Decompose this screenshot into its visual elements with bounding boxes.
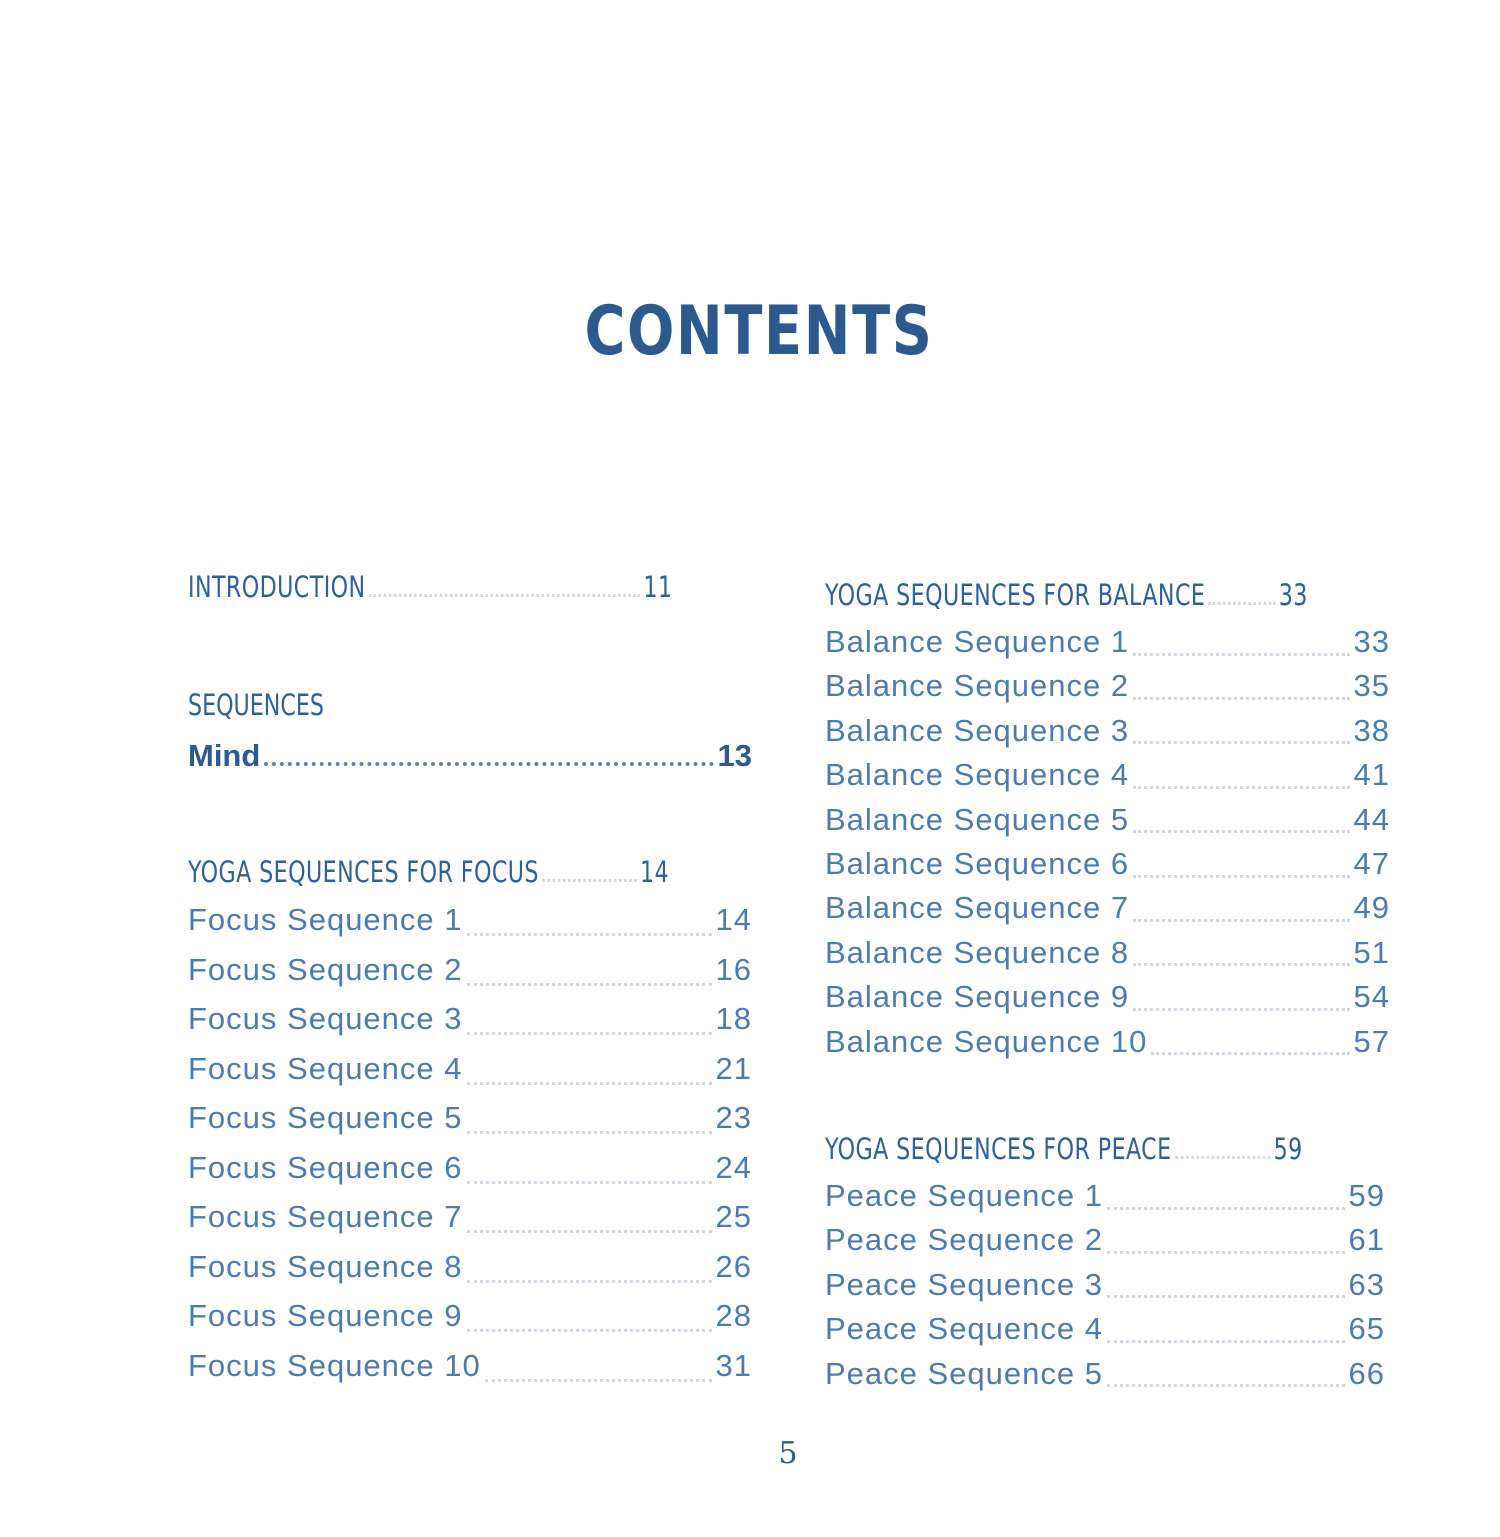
section-heading-sequences [188,688,348,722]
toc-entry-label: Balance Sequence 9 [825,979,1130,1015]
toc-entry-page: 23 [715,1100,752,1135]
toc-entry-label: Balance Sequence 5 [825,801,1130,837]
toc-entry-label: Balance Sequence 1 [825,624,1130,659]
toc-entry-label: Mind [188,738,261,773]
toc-entry-page: 18 [715,1001,752,1036]
toc-entry-page: 51 [1353,934,1390,970]
toc-entry-label: Focus Sequence 7 [188,1199,463,1234]
toc-entry-page: 33 [1278,578,1308,612]
toc-entry-page: 26 [715,1248,752,1284]
toc-entry-page: 54 [1353,979,1390,1015]
toc-entry-balance-2[interactable] [825,668,1390,712]
toc-entry-balance-9[interactable] [825,979,1390,1023]
toc-entry-label: Focus Sequence 5 [188,1100,463,1135]
dot-leader [1209,602,1276,605]
toc-entry-page: 66 [1348,1355,1385,1391]
dot-leader [1133,786,1349,789]
dot-leader [1133,741,1349,744]
dot-leader [1151,1052,1349,1055]
toc-entry-page: 14 [715,902,752,937]
toc-entry-focus-2[interactable] [188,952,752,1002]
toc-entry-label: Balance Sequence 7 [825,890,1130,926]
toc-entry-label: Focus Sequence 10 [188,1347,481,1383]
dot-leader [1133,1008,1349,1011]
toc-entry-focus-7[interactable] [188,1199,752,1249]
page-number: 5 [778,1436,798,1471]
toc-entry-page: 21 [715,1050,752,1086]
toc-entry-label: Balance Sequence 2 [825,668,1130,704]
toc-entry-label: Focus Sequence 6 [188,1149,463,1185]
toc-entry-page: 31 [715,1347,752,1383]
toc-entry-label: Peace Sequence 2 [825,1222,1103,1258]
toc-entry-focus-1[interactable] [188,902,752,952]
toc-entry-label: Focus Sequence 2 [188,951,463,987]
toc-entry-balance-10[interactable] [825,1024,1390,1068]
dot-leader [467,933,712,936]
toc-entry-page: 59 [1348,1178,1385,1213]
dot-leader [467,983,712,986]
toc-entry-balance-4[interactable] [825,757,1390,801]
dot-leader [542,879,636,882]
toc-entry-page: 25 [715,1199,752,1234]
toc-entry-peace-5[interactable] [825,1356,1385,1400]
dot-leader [1107,1295,1345,1298]
toc-entry-label: Balance Sequence 4 [825,757,1130,793]
toc-entry-page: 16 [715,951,752,987]
balance-sequence-list [825,624,1390,1068]
toc-entry-balance-8[interactable] [825,935,1390,979]
dot-leader [485,1379,712,1382]
toc-entry-page: 11 [643,570,673,604]
toc-entry-balance-5[interactable] [825,802,1390,846]
toc-entry-peace-1[interactable] [825,1178,1385,1222]
toc-entry-page: 65 [1348,1311,1385,1347]
toc-entry-peace-2[interactable] [825,1222,1385,1266]
toc-entry-label: Focus Sequence 3 [188,1001,463,1036]
toc-entry-label: YOGA SEQUENCES FOR BALANCE [825,578,1206,612]
dot-leader [467,1230,712,1233]
toc-entry-page: 61 [1348,1222,1385,1258]
toc-entry-label: Peace Sequence 5 [825,1355,1103,1391]
dot-leader [467,1032,712,1035]
dot-leader [467,1280,712,1283]
focus-sequence-list [188,902,752,1397]
dot-leader [467,1329,712,1332]
dot-leader [264,762,713,766]
dot-leader [1107,1384,1345,1387]
dot-leader [1175,1156,1270,1159]
toc-entry-introduction[interactable] [188,570,673,604]
toc-entry-label: Focus Sequence 1 [188,902,463,937]
toc-entry-balance-3[interactable] [825,713,1390,757]
section-heading-label: SEQUENCES [188,688,324,722]
toc-entry-label: YOGA SEQUENCES FOR PEACE [825,1132,1172,1166]
dot-leader [1133,919,1349,922]
dot-leader [1133,830,1349,833]
toc-entry-mind[interactable] [188,738,752,774]
peace-sequence-list [825,1178,1385,1400]
dot-leader [467,1131,712,1134]
toc-entry-focus-6[interactable] [188,1150,752,1200]
toc-entry-label: YOGA SEQUENCES FOR FOCUS [188,855,539,889]
toc-entry-page: 44 [1353,801,1390,837]
toc-entry-label: INTRODUCTION [188,570,366,604]
toc-entry-page: 49 [1353,890,1390,926]
toc-entry-page: 41 [1353,757,1390,793]
toc-entry-page: 35 [1353,668,1390,704]
toc-entry-page: 33 [1353,624,1390,659]
toc-entry-balance-7[interactable] [825,890,1390,934]
dot-leader [1107,1340,1345,1343]
toc-entry-label: Peace Sequence 4 [825,1311,1103,1347]
toc-entry-label: Focus Sequence 4 [188,1050,463,1086]
toc-entry-label: Focus Sequence 8 [188,1248,463,1284]
dot-leader [1133,653,1349,656]
toc-entry-peace-heading[interactable] [825,1132,1303,1166]
toc-entry-page: 13 [717,738,752,773]
toc-entry-balance-6[interactable] [825,846,1390,890]
dot-leader [467,1181,712,1184]
toc-entry-balance-heading[interactable] [825,578,1308,612]
toc-entry-focus-4[interactable] [188,1051,752,1101]
toc-entry-label: Balance Sequence 10 [825,1023,1148,1059]
toc-entry-label: Focus Sequence 9 [188,1298,463,1333]
dot-leader [1133,963,1349,966]
toc-entry-focus-9[interactable] [188,1298,752,1348]
toc-entry-focus-8[interactable] [188,1249,752,1299]
toc-entry-focus-3[interactable] [188,1001,752,1051]
dot-leader [467,1082,712,1085]
toc-entry-label: Peace Sequence 1 [825,1178,1103,1213]
toc-entry-focus-10[interactable] [188,1348,752,1398]
toc-entry-page: 38 [1353,712,1390,748]
toc-entry-label: Balance Sequence 3 [825,712,1130,748]
toc-entry-page: 63 [1348,1266,1385,1302]
toc-entry-peace-3[interactable] [825,1267,1385,1311]
toc-entry-label: Balance Sequence 8 [825,934,1130,970]
toc-entry-label: Balance Sequence 6 [825,845,1130,881]
toc-entry-focus-5[interactable] [188,1100,752,1150]
toc-entry-page: 28 [715,1298,752,1333]
toc-entry-page: 14 [640,855,670,889]
dot-leader [1107,1207,1345,1210]
dot-leader [369,594,640,597]
toc-entry-page: 47 [1353,845,1390,881]
page-title: CONTENTS [584,292,934,371]
toc-entry-balance-1[interactable] [825,624,1390,668]
dot-leader [1107,1251,1345,1254]
toc-entry-page: 24 [715,1149,752,1185]
toc-entry-focus-heading[interactable] [188,855,669,889]
toc-entry-page: 57 [1353,1023,1390,1059]
toc-entry-page: 59 [1273,1132,1303,1166]
dot-leader [1133,697,1349,700]
dot-leader [1133,875,1349,878]
toc-entry-label: Peace Sequence 3 [825,1266,1103,1302]
toc-entry-peace-4[interactable] [825,1311,1385,1355]
